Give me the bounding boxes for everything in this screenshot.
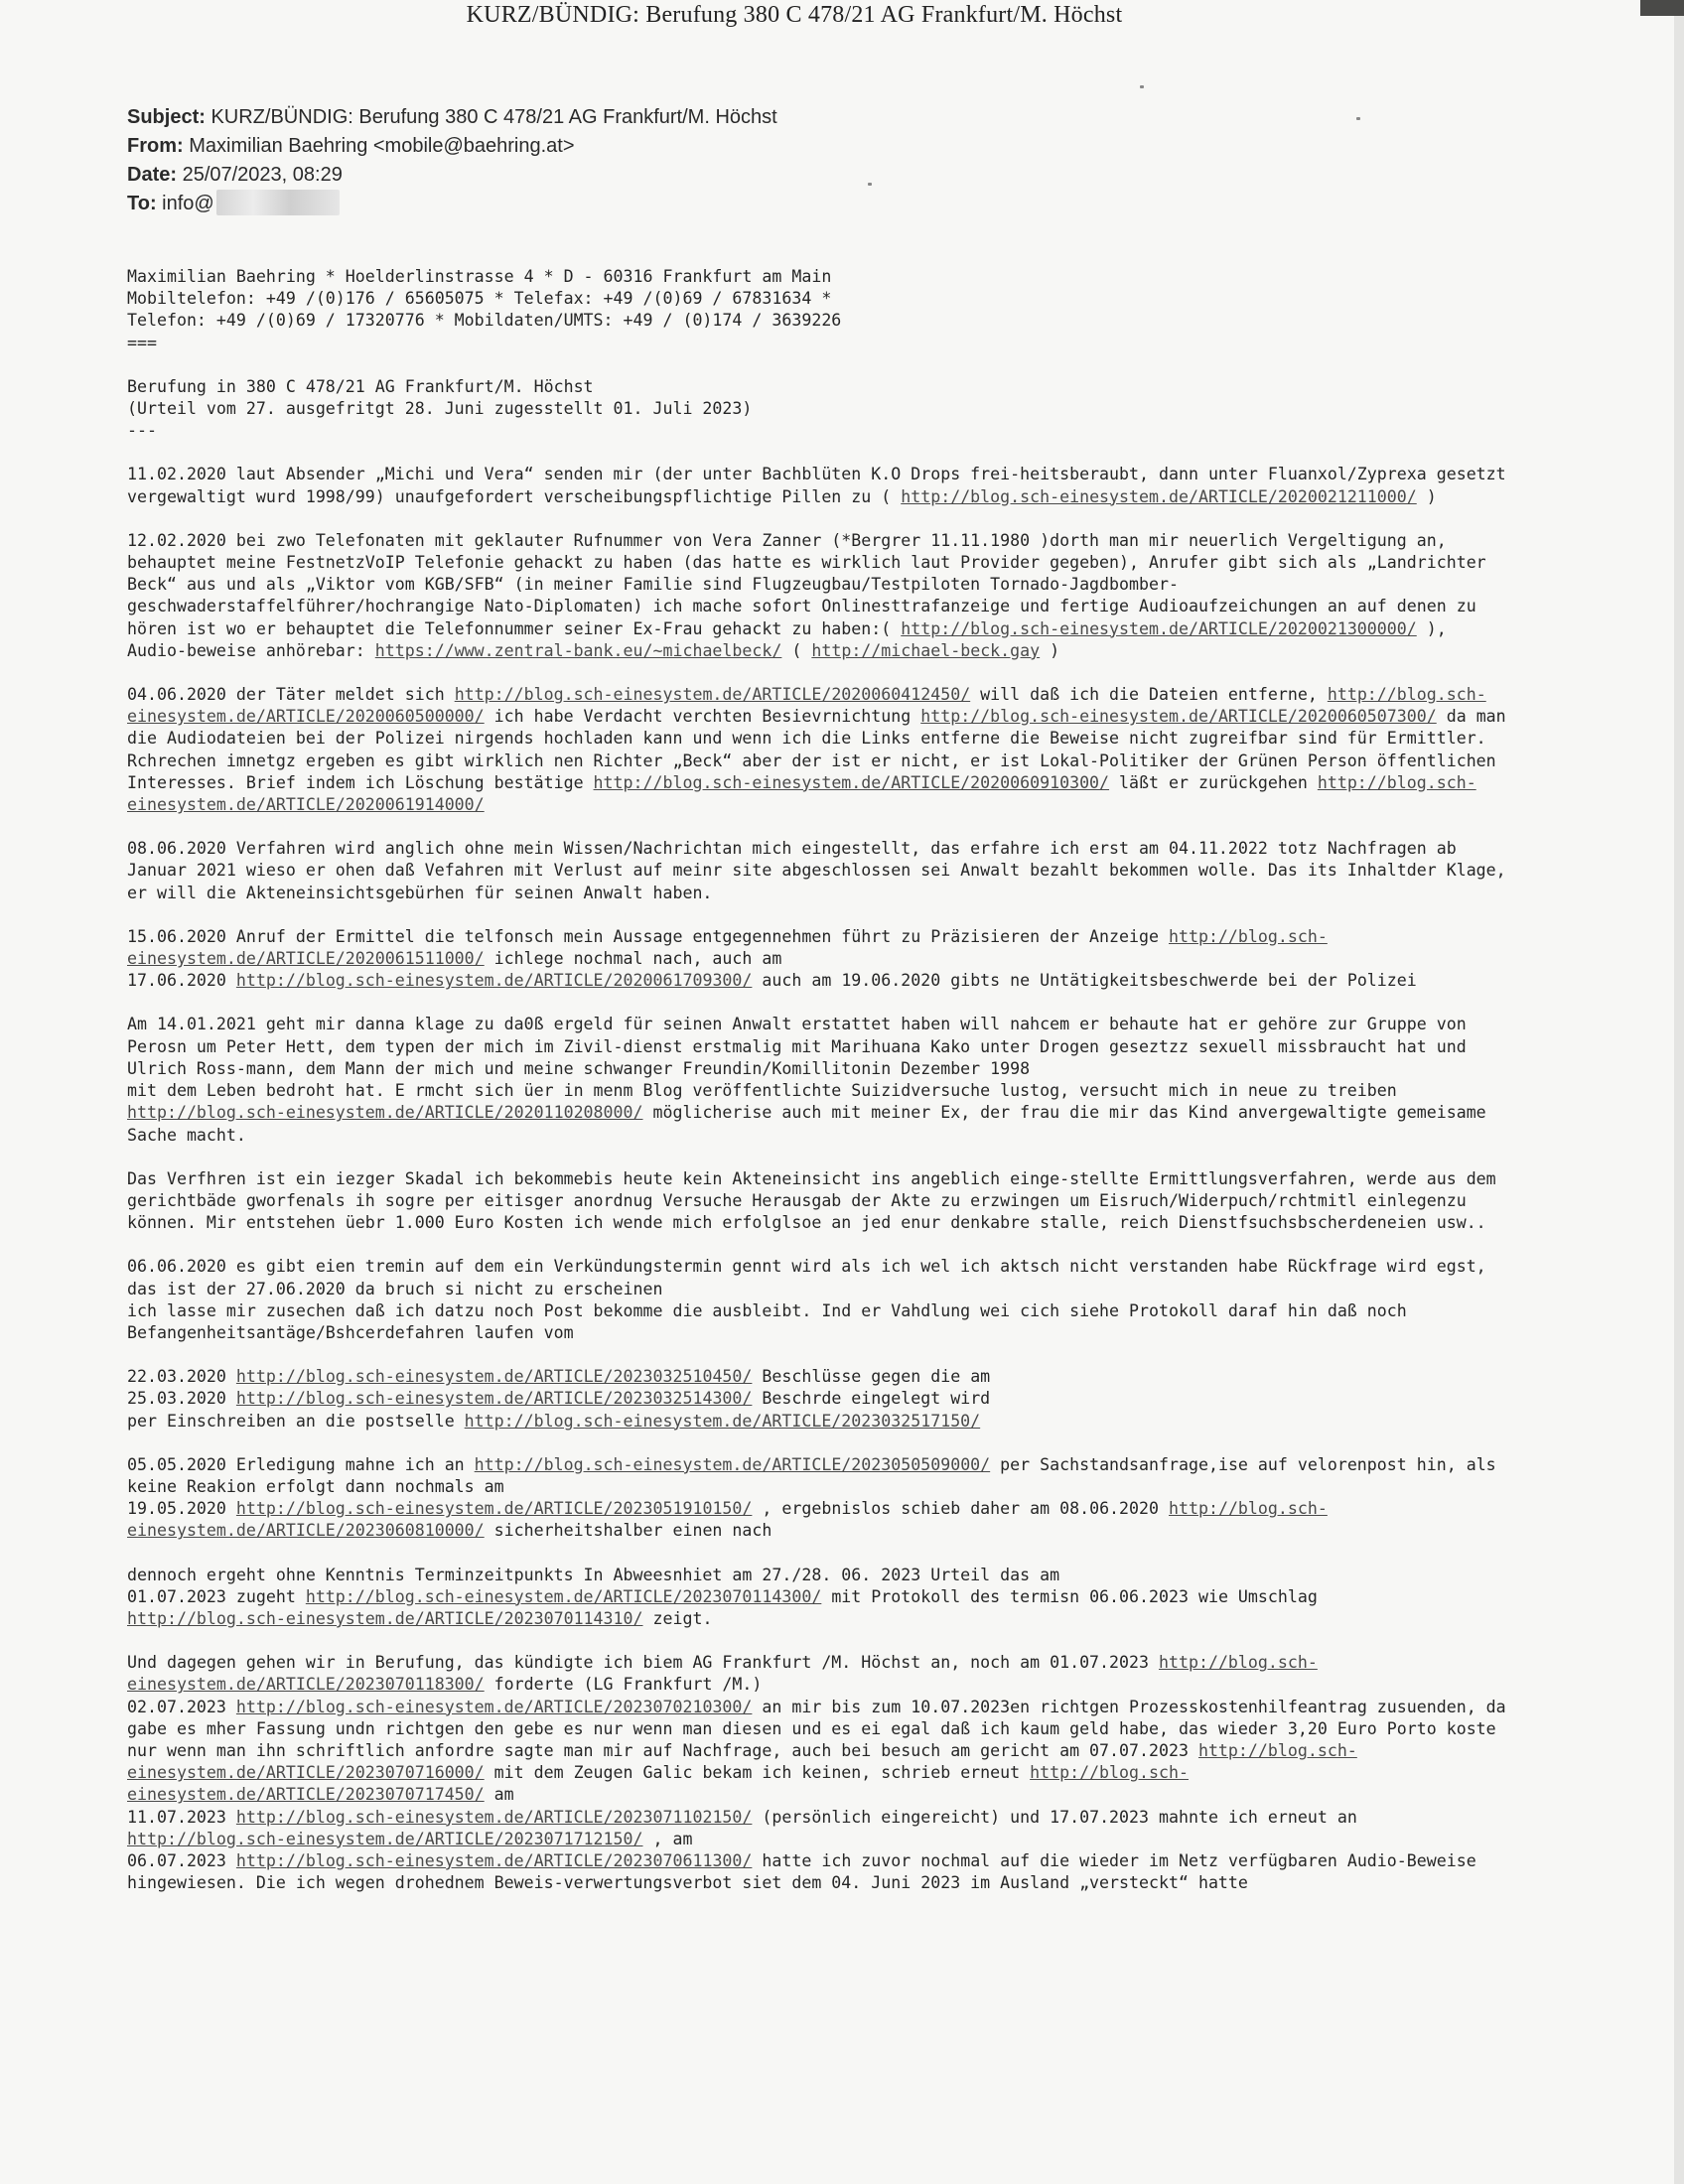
paragraph-7: Das Verfhren ist ein iezger Skadal ich bekommebis heute kein Akteneinsicht ins angeblich einge-stellte Ermittlungsverfahren, werde aus dem gerichtbäde gworfenals ih sogre per eitisger anordnug Versuche Herausgab der Akte zu erzwingen um Eisruch/Widerpuch/rchtmitl einlegenzu können. Mir entstehen üebr 1.000 Euro Kosten ich wende mich erfolglsoe an jed enur denkabre stalle, reich Dienstfsuchsbscherdeneien usw..	[127, 1168, 1496, 1233]
case-reference	[127, 376, 1507, 443]
text: mit dem Leben bedroht hat. E rmcht sich üer in menm Blog veröffentlichte Suizidversuche lustog, versucht mich in neue zu treiben	[127, 1081, 1397, 1101]
audio-link[interactable]: https://www.zentral-bank.eu/~michaelbeck/	[374, 640, 782, 660]
blog-link[interactable]: http://blog.sch-einesystem.de/ARTICLE/2023070716000/	[127, 1740, 1357, 1783]
paragraph-9	[127, 1366, 1507, 1433]
blog-link[interactable]: http://blog.sch-einesystem.de/ARTICLE/2023070118300/	[127, 1653, 1318, 1695]
page-title: KURZ/BÜNDIG: Berufung 380 C 478/21 AG Frankfurt/M. Höchst	[466, 2, 1123, 28]
blog-link[interactable]: http://blog.sch-einesystem.de/ARTICLE/2020021211000/	[901, 486, 1417, 506]
letterhead	[127, 266, 1507, 354]
case-line: (Urteil vom 27. ausgefritgt 28. Juni zugesstellt 01. Juli 2023)	[127, 399, 753, 419]
text: zeigt.	[642, 1608, 713, 1628]
text: 22.03.2020	[127, 1367, 236, 1387]
blog-link[interactable]: http://blog.sch-einesystem.de/ARTICLE/2023032517150/	[464, 1411, 981, 1431]
text: mit dem Zeugen Galic bekam ich keinen, schrieb erneut	[484, 1763, 1031, 1783]
text: 12.02.2020 bei zwo Telefonaten mit geklauter Rufnummer von Vera Zanner (*Bergrer 11.11.1980 )dorth man mir neuerlich Vergeltigung an, behauptet meine FestnetzVoIP Telefonie gehackt zu haben (das hatte es wirklich laut Provider gegeben), Anrufer gibt sich als „Landrichter Beck“ aus und als „Viktor vom KGB/SFB“ (in meiner Familie sind Flugzeugbau/Testpiloten Tornado-Jagdbomber-geschwaderstaffelführer/hochrangige Nato-Diplomaten) ich mache sofort Onlinesttrafanzeige und fertige Audioaufzeichungen an auf denen zu hören ist wo er behauptet die Telefonnummer seiner Ex-Frau gehackt zu haben:(	[127, 530, 1486, 638]
text: 17.06.2020	[127, 971, 236, 991]
subject-value: KURZ/BÜNDIG: Berufung 380 C 478/21 AG Frankfurt/M. Höchst	[210, 106, 777, 128]
text: per Einschreiben an die postselle	[127, 1411, 465, 1431]
letterhead-line: Mobiltelefon: +49 /(0)176 / 65605075 * Telefax: +49 /(0)69 / 67831634 *	[127, 289, 832, 309]
blog-link[interactable]: http://blog.sch-einesystem.de/ARTICLE/2020060507300/	[920, 707, 1437, 727]
blog-link[interactable]: http://blog.sch-einesystem.de/ARTICLE/2020110208000/	[127, 1103, 643, 1123]
text: sicherheitshalber einen nach	[484, 1521, 772, 1541]
text: per Sachstandsanfrage,ise auf velorenpost hin, als keine Reakion erfolgt dann nochmals am	[127, 1454, 1496, 1496]
text: forderte (LG Frankfurt /M.)	[484, 1675, 763, 1695]
blog-link[interactable]: http://blog.sch-einesystem.de/ARTICLE/2023070717450/	[127, 1763, 1189, 1805]
letterhead-line: Telefon: +49 /(0)69 / 17320776 * Mobildaten/UMTS: +49 / (0)174 / 3639226	[127, 311, 842, 331]
blog-link[interactable]: http://blog.sch-einesystem.de/ARTICLE/2023071102150/	[235, 1807, 753, 1827]
to-row	[127, 190, 777, 218]
text: will daß ich die Dateien entferne,	[970, 685, 1328, 705]
paragraph-11	[127, 1565, 1507, 1631]
letterhead-line: ===	[127, 333, 157, 352]
text: 05.05.2020 Erledigung mahne ich an	[127, 1454, 475, 1474]
site-link[interactable]: http://michael-beck.gay	[811, 640, 1041, 660]
blog-link[interactable]: http://blog.sch-einesystem.de/ARTICLE/2023051910150/	[235, 1499, 753, 1519]
subject-label: Subject:	[127, 106, 206, 128]
text: am	[484, 1785, 514, 1805]
paragraph-6	[127, 1014, 1507, 1146]
redacted-blur	[216, 190, 340, 215]
text: 02.07.2023	[127, 1697, 236, 1716]
letter-body	[127, 266, 1507, 1916]
text: 19.05.2020	[127, 1499, 236, 1519]
text: 25.03.2020	[127, 1389, 236, 1409]
text: auch am 19.06.2020 gibts ne Untätigkeitsbeschwerde bei der Polizei	[752, 971, 1417, 991]
text: )	[1416, 486, 1437, 506]
page-edge	[1674, 0, 1684, 2184]
text: 11.02.2020 laut Absender „Michi und Vera“ senden mir (der unter Bachblüten K.O Drops frei-heitsberaubt, dann unter Fluanxol/Zyprexa gesetzt vergewaltigt wurd 1998/99) unaufgefordert verscheibungspflichtige Pillen zu (	[127, 465, 1506, 506]
text: 06.06.2020 es gibt eien tremin auf dem ein Verkündungstermin gennt wird als ich wel ich aktsch nicht verstanden habe Rückfrage wird egst, das ist der 27.06.2020 da bruch si nicht zu erscheinen	[127, 1257, 1486, 1298]
case-line: Berufung in 380 C 478/21 AG Frankfurt/M. Höchst	[127, 376, 594, 396]
paragraph-1	[127, 464, 1507, 507]
blog-link[interactable]: http://blog.sch-einesystem.de/ARTICLE/2023032514300/	[235, 1389, 753, 1409]
scan-speck	[1356, 117, 1360, 120]
date-label: Date:	[127, 164, 178, 186]
blog-link[interactable]: http://blog.sch-einesystem.de/ARTICLE/2020060910300/	[593, 772, 1110, 792]
text: dennoch ergeht ohne Kenntnis Terminzeitpunkts In Abweesnhiet am 27./28. 06. 2023 Urteil das am	[127, 1565, 1060, 1584]
text: möglicherise auch mit meiner Ex, der frau die mir das Kind anvergewaltigte gemeisame Sache macht.	[127, 1103, 1486, 1145]
text: ich habe Verdacht verchten Besievrnichtung	[484, 707, 921, 727]
text: , ergebnislos schieb daher am 08.06.2020	[752, 1499, 1169, 1519]
paragraph-10	[127, 1454, 1507, 1543]
text: Am 14.01.2021 geht mir danna klage zu da0ß ergeld für seinen Anwalt erstattet haben will nahcem er behaute hat er gehöre zur Gruppe von Perosn um Peter Hett, dem typen der mich im Zivil-dienst erstmalig mit Marihuana Kako unter Drogen geseztzz sexuell missbraucht hat und Ulrich Ross-mann, dem Mann der mich und meine schwanger Freundin/Komillitonin Dezember 1998	[127, 1015, 1467, 1078]
to-value: info@	[162, 193, 214, 214]
paragraph-5	[127, 926, 1507, 993]
text: 11.07.2023	[127, 1807, 236, 1827]
scan-speck	[868, 183, 872, 186]
text: Und dagegen gehen wir in Berufung, das kündigte ich biem AG Frankfurt /M. Höchst an, noch am 01.07.2023	[127, 1653, 1159, 1673]
date-value: 25/07/2023, 08:29	[182, 164, 343, 186]
from-value: Maximilian Baehring <mobile@baehring.at>	[189, 135, 575, 157]
blog-link[interactable]: http://blog.sch-einesystem.de/ARTICLE/2023070114300/	[305, 1586, 822, 1606]
scan-speck	[1140, 85, 1144, 88]
blog-link[interactable]: http://blog.sch-einesystem.de/ARTICLE/2020061511000/	[127, 926, 1328, 969]
paragraph-3	[127, 684, 1507, 816]
text: hatte ich zuvor nochmal auf die wieder im Netz verfügbaren Audio-Beweise hingewiesen. Die ich wegen drohednem Beweis-verwertungsverbot siet dem 04. Juni 2023 im Ausland „versteckt“ hatte	[127, 1850, 1476, 1893]
text: 01.07.2023 zugeht	[127, 1586, 306, 1606]
blog-link[interactable]: http://blog.sch-einesystem.de/ARTICLE/2023070611300/	[235, 1850, 753, 1870]
blog-link[interactable]: http://blog.sch-einesystem.de/ARTICLE/2023050509000/	[474, 1454, 991, 1474]
text: Beschlüsse gegen die am	[752, 1367, 991, 1387]
paragraph-4: 08.06.2020 Verfahren wird anglich ohne mein Wissen/Nachrichtan mich eingestellt, das erfahre ich erst am 04.11.2022 totz Nachfragen ab Januar 2021 wieso er ohen daß Vefahren mit Verlust auf meinr site abgeschlossen sei Anwalt bezahlt bekommen wolle. Das its Inhaltder Klage, er will die Akteneinsichtsgebürhen für seinen Anwalt haben.	[127, 839, 1506, 902]
paragraph-8	[127, 1256, 1507, 1344]
paragraph-12	[127, 1652, 1507, 1894]
blog-link[interactable]: http://blog.sch-einesystem.de/ARTICLE/2020060412450/	[454, 685, 971, 705]
text: 04.06.2020 der Täter meldet sich	[127, 685, 455, 705]
letterhead-line: Maximilian Baehring * Hoelderlinstrasse 4 * D - 60316 Frankfurt am Main	[127, 267, 832, 286]
text: läßt er zurückgehen	[1109, 772, 1318, 792]
blog-link[interactable]: http://blog.sch-einesystem.de/ARTICLE/2020021300000/	[901, 618, 1417, 638]
blog-link[interactable]: http://blog.sch-einesystem.de/ARTICLE/2023060810000/	[127, 1499, 1328, 1541]
email-header	[127, 103, 777, 218]
blog-link[interactable]: http://blog.sch-einesystem.de/ARTICLE/2020061709300/	[235, 971, 753, 991]
text: , am	[642, 1829, 693, 1848]
paragraph-2	[127, 530, 1507, 662]
to-label: To:	[127, 193, 157, 214]
text: 15.06.2020 Anruf der Ermittel die telfonsch mein Aussage entgegennehmen führt zu Präzisieren der Anzeige	[127, 926, 1169, 946]
date-row	[127, 161, 777, 190]
text: 06.07.2023	[127, 1850, 236, 1870]
page-corner-shadow	[1640, 0, 1684, 16]
case-line: ---	[127, 421, 157, 441]
blog-link[interactable]: http://blog.sch-einesystem.de/ARTICLE/2023070114310/	[127, 1608, 643, 1628]
blog-link[interactable]: http://blog.sch-einesystem.de/ARTICLE/2023032510450/	[235, 1367, 753, 1387]
text: mit Protokoll des termisn 06.06.2023 wie Umschlag	[821, 1586, 1318, 1606]
text: Beschrde eingelegt wird	[752, 1389, 991, 1409]
from-row	[127, 132, 777, 161]
blog-link[interactable]: http://blog.sch-einesystem.de/ARTICLE/2020061914000/	[127, 772, 1476, 815]
text: ich lasse mir zusechen daß ich datzu noch Post bekomme die ausbleibt. Ind er Vahdlung wei cich siehe Protokoll daraf hin daß noch Befangenheitsantäge/Bshcerdefahren laufen vom	[127, 1300, 1407, 1342]
text: ), Audio-beweise anhörebar:	[127, 618, 1447, 660]
text: an mir bis zum 10.07.2023en richtgen Prozesskostenhilfeantrag zusuenden, da gabe es mher Fassung undn richtgen den gebe es nur wenn man diesen und es ei egal daß ich kaum geld habe, das wieder 3,20 Euro Porto koste nur wenn man ihn schriftlich anfordre sagte man mir auf Nachfrage, auch bei besuch am gericht am 07.07.2023	[127, 1697, 1506, 1760]
text: da man die Audiodateien bei der Polizei nirgends hochladen kann und wenn ich die Links entferne die Beweise nicht zugreifbar sind für Ermittler. Rchrechen imnetgz ergeben es gibt wirklich nen Richter „Beck“ aber der ist er nicht, er ist Lokal-Politiker der Grünen Person öffentlichen Interesses. Brief indem ich Löschung bestätige	[127, 707, 1506, 792]
blog-link[interactable]: http://blog.sch-einesystem.de/ARTICLE/2023070210300/	[235, 1697, 753, 1716]
text: ichlege nochmal nach, auch am	[484, 949, 782, 969]
text: )	[1040, 640, 1060, 660]
blog-link[interactable]: http://blog.sch-einesystem.de/ARTICLE/2020060500000/	[127, 685, 1486, 727]
text: (persönlich eingereicht) und 17.07.2023 mahnte ich erneut an	[752, 1807, 1357, 1827]
from-label: From:	[127, 135, 184, 157]
blog-link[interactable]: http://blog.sch-einesystem.de/ARTICLE/2023071712150/	[127, 1829, 643, 1848]
subject-row	[127, 103, 777, 132]
text: (	[781, 640, 812, 660]
